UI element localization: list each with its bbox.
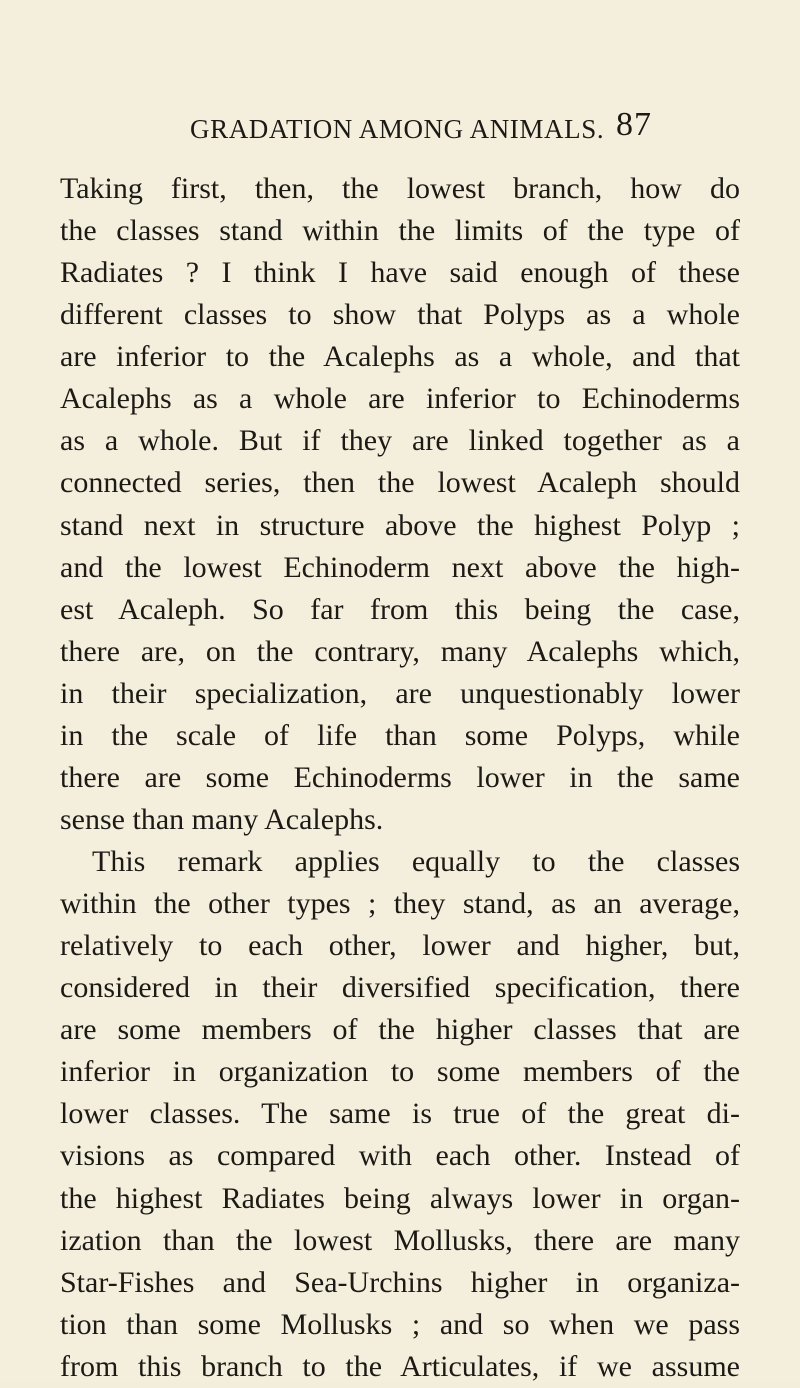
text-line: the classes stand within the limits of the type of: [60, 214, 740, 248]
text-line: from this branch to the Articulates, if we assume: [60, 1349, 740, 1383]
text-line: visions as compared with each other. Instead of: [60, 1139, 740, 1173]
text-line: within the other types ; they stand, as an average,: [60, 887, 740, 921]
text-line: lower classes. The same is true of the great di-: [60, 1097, 740, 1131]
text-line: considered in their diversified specification, there: [60, 971, 740, 1005]
text-line: relatively to each other, lower and higher, but,: [60, 929, 740, 963]
running-title: GRADATION AMONG ANIMALS.: [190, 114, 605, 144]
running-head: [190, 106, 652, 146]
text-line: ization than the lowest Mollusks, there are many: [60, 1223, 740, 1257]
text-line: tion than some Mollusks ; and so when we pass: [60, 1307, 740, 1341]
text-line: there are some Echinoderms lower in the same: [60, 760, 740, 794]
text-line: inferior in organization to some members of the: [60, 1055, 740, 1089]
text-line: there are, on the contrary, many Acalephs which,: [60, 634, 740, 668]
text-line: Acalephs as a whole are inferior to Echinoderms: [60, 382, 740, 416]
text-line: Taking first, then, the lowest branch, how do: [60, 172, 740, 205]
text-line: in their specialization, are unquestionably lower: [60, 676, 740, 710]
text-line: Star-Fishes and Sea-Urchins higher in organiza-: [60, 1265, 740, 1299]
text-line: connected series, then the lowest Acaleph should: [60, 466, 740, 500]
text-line: are some members of the higher classes that are: [60, 1013, 740, 1047]
text-line: different classes to show that Polyps as a whole: [60, 298, 740, 332]
text-line: as a whole. But if they are linked together as a: [60, 424, 740, 458]
text-line: Radiates ? I think I have said enough of these: [60, 256, 740, 290]
text-line: and the lowest Echinoderm next above the high-: [60, 550, 740, 584]
body-text: [60, 168, 740, 1388]
paragraph-end-line: sense than many Acalephs.: [60, 802, 384, 836]
text-line: stand next in structure above the highest Polyp ;: [60, 508, 740, 542]
paragraph-start-line: This remark applies equally to the classes: [92, 845, 740, 878]
text-line: est Acaleph. So far from this being the case,: [60, 592, 740, 626]
text-line: are inferior to the Acalephs as a whole, and that: [60, 340, 740, 374]
page-number: 87: [616, 106, 652, 143]
text-line: the highest Radiates being always lower in organ-: [60, 1181, 740, 1215]
text-line: in the scale of life than some Polyps, while: [60, 718, 740, 752]
